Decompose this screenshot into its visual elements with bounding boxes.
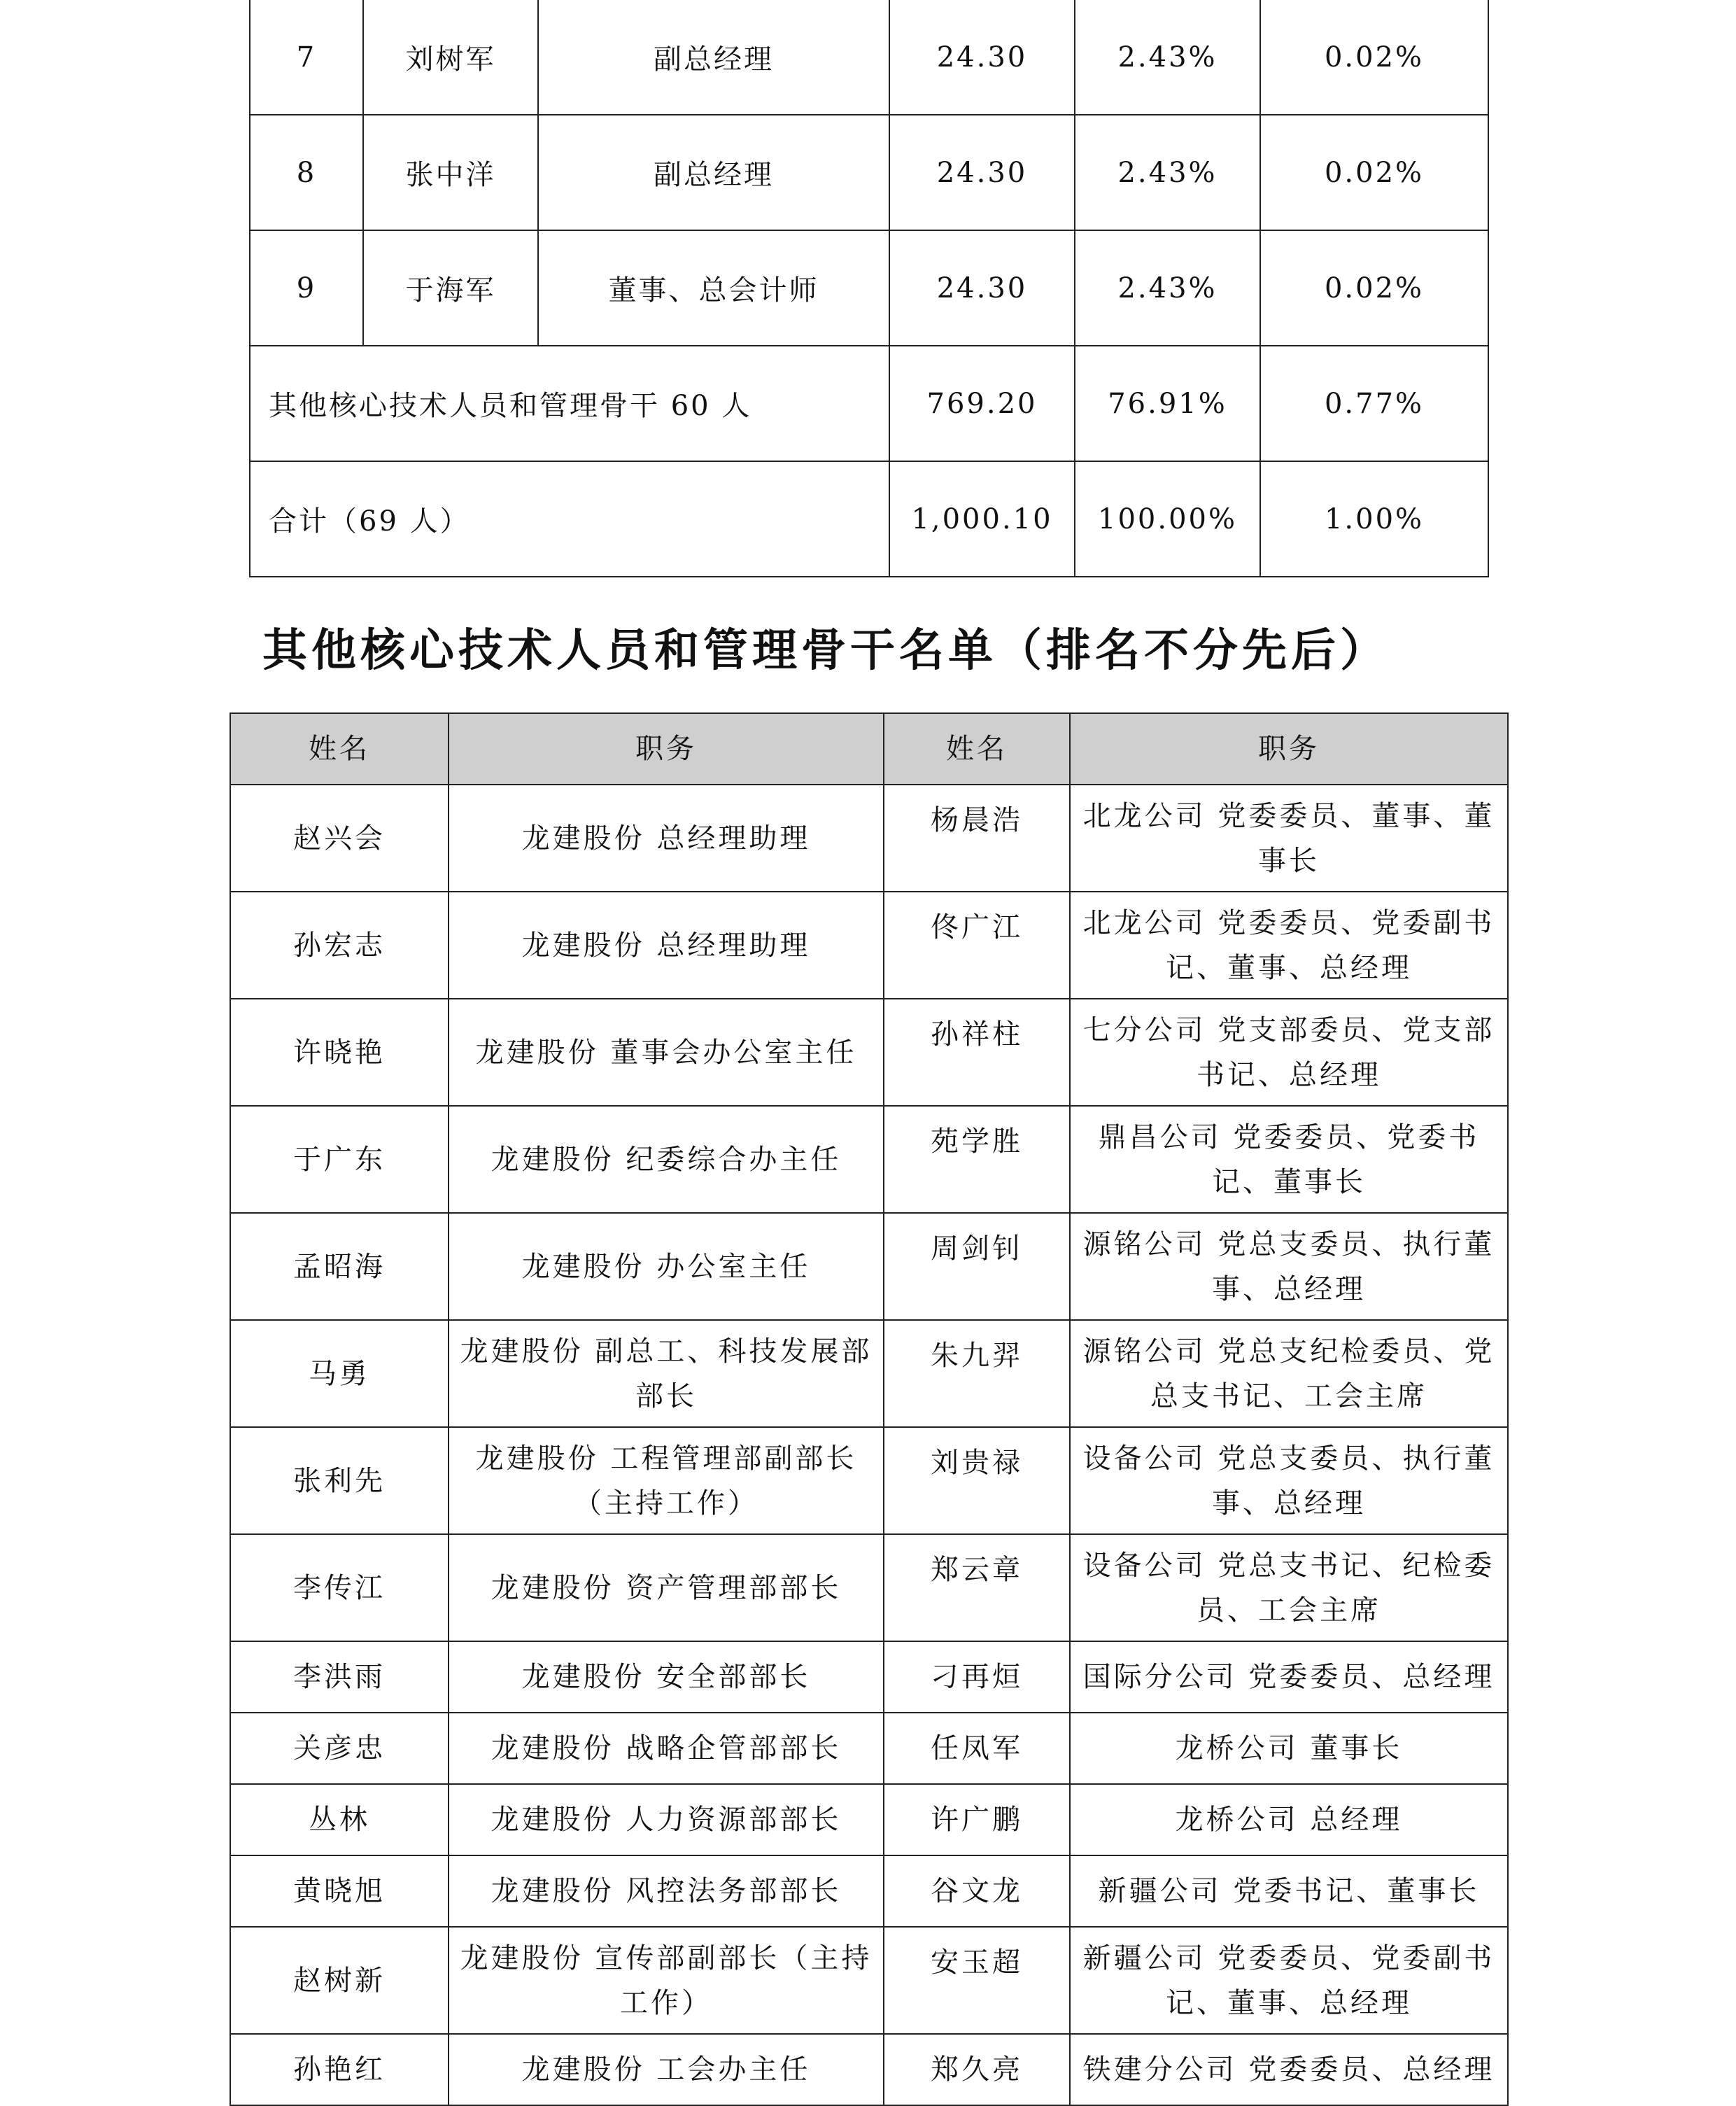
name-left: 于广东 [230, 1106, 449, 1213]
person-position: 董事、总会计师 [538, 230, 889, 346]
name-right: 任凤军 [884, 1713, 1070, 1784]
row-number: 7 [250, 0, 363, 115]
roster-table [230, 712, 1509, 2106]
name-right: 郑久亮 [884, 2034, 1070, 2105]
name-left: 李传江 [230, 1534, 449, 1641]
duty-left: 龙建股份 战略企管部部长 [449, 1713, 884, 1784]
name-right: 许广鹏 [884, 1784, 1070, 1855]
others-row [250, 346, 1488, 461]
share-of-grant: 2.43% [1075, 0, 1260, 115]
table-row [250, 115, 1488, 230]
person-name: 张中洋 [363, 115, 538, 230]
duty-left: 龙建股份 安全部部长 [449, 1641, 884, 1713]
name-right: 刘贵禄 [884, 1427, 1070, 1534]
share-of-grant: 76.91% [1075, 346, 1260, 461]
table-row [230, 1641, 1508, 1713]
grant-amount: 24.30 [889, 115, 1075, 230]
table-row [230, 1320, 1508, 1427]
table-row [230, 1713, 1508, 1784]
duty-left: 龙建股份 工程管理部副部长（主持工作） [449, 1427, 884, 1534]
name-right: 苑学胜 [884, 1106, 1070, 1213]
name-left: 张利先 [230, 1427, 449, 1534]
header-name: 姓名 [884, 713, 1070, 785]
name-right: 佟广江 [884, 892, 1070, 999]
share-of-capital: 0.02% [1260, 0, 1488, 115]
person-name: 刘树军 [363, 0, 538, 115]
table-row [230, 1534, 1508, 1641]
name-right: 杨晨浩 [884, 785, 1070, 892]
duty-right: 七分公司 党支部委员、党支部书记、总经理 [1070, 999, 1508, 1106]
header-duty: 职务 [1070, 713, 1508, 785]
table-row [230, 1855, 1508, 1927]
name-right: 周剑钊 [884, 1213, 1070, 1320]
grant-amount: 1,000.10 [889, 461, 1075, 577]
duty-right: 新疆公司 党委书记、董事长 [1070, 1855, 1508, 1927]
share-of-capital: 0.02% [1260, 115, 1488, 230]
allocation-table [249, 0, 1489, 577]
duty-right: 鼎昌公司 党委委员、党委书记、董事长 [1070, 1106, 1508, 1213]
name-left: 孙艳红 [230, 2034, 449, 2105]
duty-left: 龙建股份 人力资源部部长 [449, 1784, 884, 1855]
duty-left: 龙建股份 总经理助理 [449, 892, 884, 999]
duty-left: 龙建股份 办公室主任 [449, 1213, 884, 1320]
person-position: 副总经理 [538, 0, 889, 115]
person-name: 于海军 [363, 230, 538, 346]
person-position: 副总经理 [538, 115, 889, 230]
duty-right: 源铭公司 党总支委员、执行董事、总经理 [1070, 1213, 1508, 1320]
duty-left: 龙建股份 风控法务部部长 [449, 1855, 884, 1927]
table-row [230, 1106, 1508, 1213]
section-title: 其他核心技术人员和管理骨干名单（排名不分先后） [262, 625, 1389, 677]
duty-left: 龙建股份 纪委综合办主任 [449, 1106, 884, 1213]
table-row [250, 230, 1488, 346]
name-right: 谷文龙 [884, 1855, 1070, 1927]
name-left: 丛林 [230, 1784, 449, 1855]
name-left: 马勇 [230, 1320, 449, 1427]
share-of-grant: 2.43% [1075, 230, 1260, 346]
name-right: 刁再烜 [884, 1641, 1070, 1713]
name-left: 关彦忠 [230, 1713, 449, 1784]
duty-right: 国际分公司 党委委员、总经理 [1070, 1641, 1508, 1713]
name-right: 安玉超 [884, 1927, 1070, 2034]
header-row [230, 713, 1508, 785]
name-left: 孙宏志 [230, 892, 449, 999]
share-of-grant: 2.43% [1075, 115, 1260, 230]
name-left: 赵树新 [230, 1927, 449, 2034]
duty-left: 龙建股份 副总工、科技发展部部长 [449, 1320, 884, 1427]
table-row [230, 1213, 1508, 1320]
share-of-grant: 100.00% [1075, 461, 1260, 577]
duty-left: 龙建股份 资产管理部部长 [449, 1534, 884, 1641]
duty-right: 北龙公司 党委委员、董事、董事长 [1070, 785, 1508, 892]
grant-amount: 24.30 [889, 0, 1075, 115]
table-row [230, 999, 1508, 1106]
name-right: 孙祥柱 [884, 999, 1070, 1106]
total-label: 合计（69 人） [250, 461, 889, 577]
duty-right: 设备公司 党总支委员、执行董事、总经理 [1070, 1427, 1508, 1534]
duty-left: 龙建股份 董事会办公室主任 [449, 999, 884, 1106]
header-name: 姓名 [230, 713, 449, 785]
name-left: 孟昭海 [230, 1213, 449, 1320]
grant-amount: 769.20 [889, 346, 1075, 461]
table-row [230, 892, 1508, 999]
duty-left: 龙建股份 总经理助理 [449, 785, 884, 892]
total-row [250, 461, 1488, 577]
name-right: 朱九羿 [884, 1320, 1070, 1427]
name-left: 李洪雨 [230, 1641, 449, 1713]
name-left: 许晓艳 [230, 999, 449, 1106]
table-row [230, 2034, 1508, 2105]
duty-right: 龙桥公司 总经理 [1070, 1784, 1508, 1855]
share-of-capital: 0.02% [1260, 230, 1488, 346]
duty-right: 铁建分公司 党委委员、总经理 [1070, 2034, 1508, 2105]
table-row [230, 785, 1508, 892]
row-number: 8 [250, 115, 363, 230]
row-number: 9 [250, 230, 363, 346]
others-label: 其他核心技术人员和管理骨干 60 人 [250, 346, 889, 461]
duty-left: 龙建股份 工会办主任 [449, 2034, 884, 2105]
grant-amount: 24.30 [889, 230, 1075, 346]
share-of-capital: 0.77% [1260, 346, 1488, 461]
table-row [230, 1784, 1508, 1855]
table-row [230, 1427, 1508, 1534]
duty-right: 新疆公司 党委委员、党委副书记、董事、总经理 [1070, 1927, 1508, 2034]
share-of-capital: 1.00% [1260, 461, 1488, 577]
table-row [250, 0, 1488, 115]
duty-right: 北龙公司 党委委员、党委副书记、董事、总经理 [1070, 892, 1508, 999]
duty-left: 龙建股份 宣传部副部长（主持工作） [449, 1927, 884, 2034]
duty-right: 源铭公司 党总支纪检委员、党总支书记、工会主席 [1070, 1320, 1508, 1427]
name-left: 赵兴会 [230, 785, 449, 892]
name-right: 郑云章 [884, 1534, 1070, 1641]
name-left: 黄晓旭 [230, 1855, 449, 1927]
duty-right: 龙桥公司 董事长 [1070, 1713, 1508, 1784]
header-duty: 职务 [449, 713, 884, 785]
duty-right: 设备公司 党总支书记、纪检委员、工会主席 [1070, 1534, 1508, 1641]
table-row [230, 1927, 1508, 2034]
